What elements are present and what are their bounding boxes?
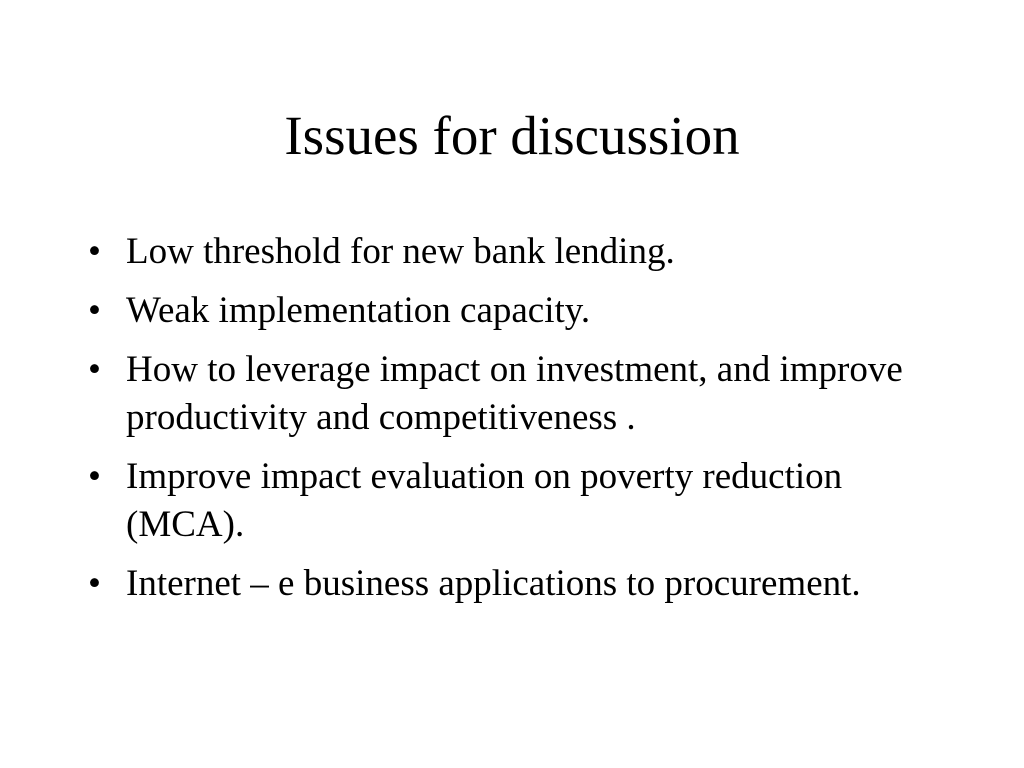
bullet-icon: • <box>88 349 101 390</box>
bullet-text: Low threshold for new bank lending. <box>126 231 675 272</box>
bullet-text: How to leverage impact on investment, and improve productivity and competitiveness . <box>126 349 903 438</box>
bullet-item <box>88 228 938 276</box>
bullet-text: Internet – e business applications to procurement. <box>126 563 861 604</box>
bullet-item <box>88 453 938 549</box>
bullet-icon: • <box>88 456 101 497</box>
bullet-icon: • <box>88 231 101 272</box>
slide-title: Issues for discussion <box>284 105 740 166</box>
bullet-item <box>88 560 938 608</box>
bullet-text: Weak implementation capacity. <box>126 290 591 331</box>
bullet-item <box>88 287 938 335</box>
bullet-icon: • <box>88 290 101 331</box>
bullet-icon: • <box>88 563 101 604</box>
bullet-list <box>88 228 938 619</box>
bullet-item <box>88 346 938 442</box>
bullet-text: Improve impact evaluation on poverty reduction (MCA). <box>126 456 843 545</box>
